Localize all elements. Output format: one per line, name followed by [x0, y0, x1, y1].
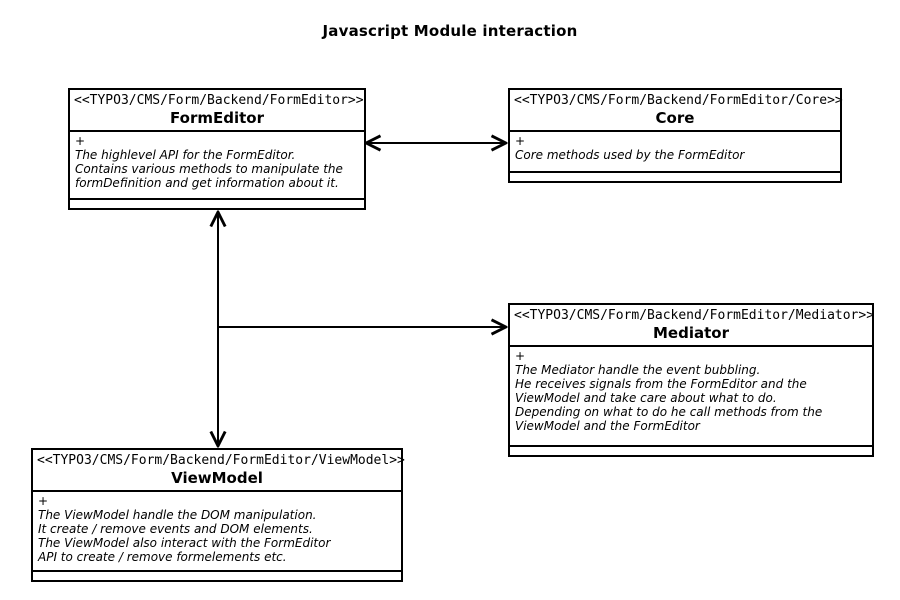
viewmodel-stereotype: <<TYPO3/CMS/Form/Backend/FormEditor/ViewModel>> — [37, 453, 405, 468]
mediator-desc-line: He receives signals from the FormEditor and the — [515, 377, 807, 391]
viewmodel-desc-line: API to create / remove formelements etc. — [38, 550, 287, 564]
mediator-header — [510, 305, 875, 347]
viewmodel-name: ViewModel — [171, 469, 263, 487]
viewmodel-desc-line: The ViewModel handle the DOM manipulation. — [38, 508, 317, 522]
mediator-desc-line: ViewModel and take care about what to do. — [515, 391, 777, 405]
mediator-stereotype: <<TYPO3/CMS/Form/Backend/FormEditor/Mediator>> — [514, 308, 875, 323]
core-header — [510, 90, 843, 132]
formeditor-desc-line: Contains various methods to manipulate the — [75, 162, 343, 176]
formeditor-header — [70, 90, 364, 132]
mediator-desc-line: The Mediator handle the event bubbling. — [515, 363, 761, 377]
core-methods-compartment — [510, 173, 840, 181]
core-visibility: + — [515, 134, 526, 148]
class-box-core — [508, 88, 842, 183]
formeditor-name: FormEditor — [170, 109, 264, 127]
mediator-methods-compartment — [510, 447, 872, 455]
class-box-formeditor — [68, 88, 366, 210]
formeditor-body — [70, 132, 364, 200]
formeditor-desc-line: The highlevel API for the FormEditor. — [75, 148, 296, 162]
class-box-mediator — [508, 303, 874, 457]
viewmodel-visibility: + — [38, 494, 49, 508]
core-body — [510, 132, 840, 173]
formeditor-visibility: + — [75, 134, 86, 148]
viewmodel-methods-compartment — [33, 572, 401, 580]
mediator-name: Mediator — [653, 324, 729, 342]
core-desc-line: Core methods used by the FormEditor — [515, 148, 745, 162]
mediator-desc-line: ViewModel and the FormEditor — [515, 419, 700, 433]
viewmodel-body — [33, 492, 401, 572]
class-box-viewmodel — [31, 448, 403, 582]
core-stereotype: <<TYPO3/CMS/Form/Backend/FormEditor/Core>> — [514, 93, 843, 108]
core-name: Core — [655, 109, 695, 127]
diagram-title: Javascript Module interaction — [322, 22, 578, 40]
formeditor-methods-compartment — [70, 200, 364, 208]
mediator-desc-line: Depending on what to do he call methods from the — [515, 405, 823, 419]
mediator-body — [510, 347, 872, 447]
mediator-visibility: + — [515, 349, 526, 363]
viewmodel-header — [33, 450, 405, 492]
formeditor-desc-line: formDefinition and get information about it. — [75, 176, 339, 190]
viewmodel-desc-line: It create / remove events and DOM elements. — [38, 522, 313, 536]
viewmodel-desc-line: The ViewModel also interact with the FormEditor — [38, 536, 331, 550]
formeditor-stereotype: <<TYPO3/CMS/Form/Backend/FormEditor>> — [74, 93, 364, 108]
